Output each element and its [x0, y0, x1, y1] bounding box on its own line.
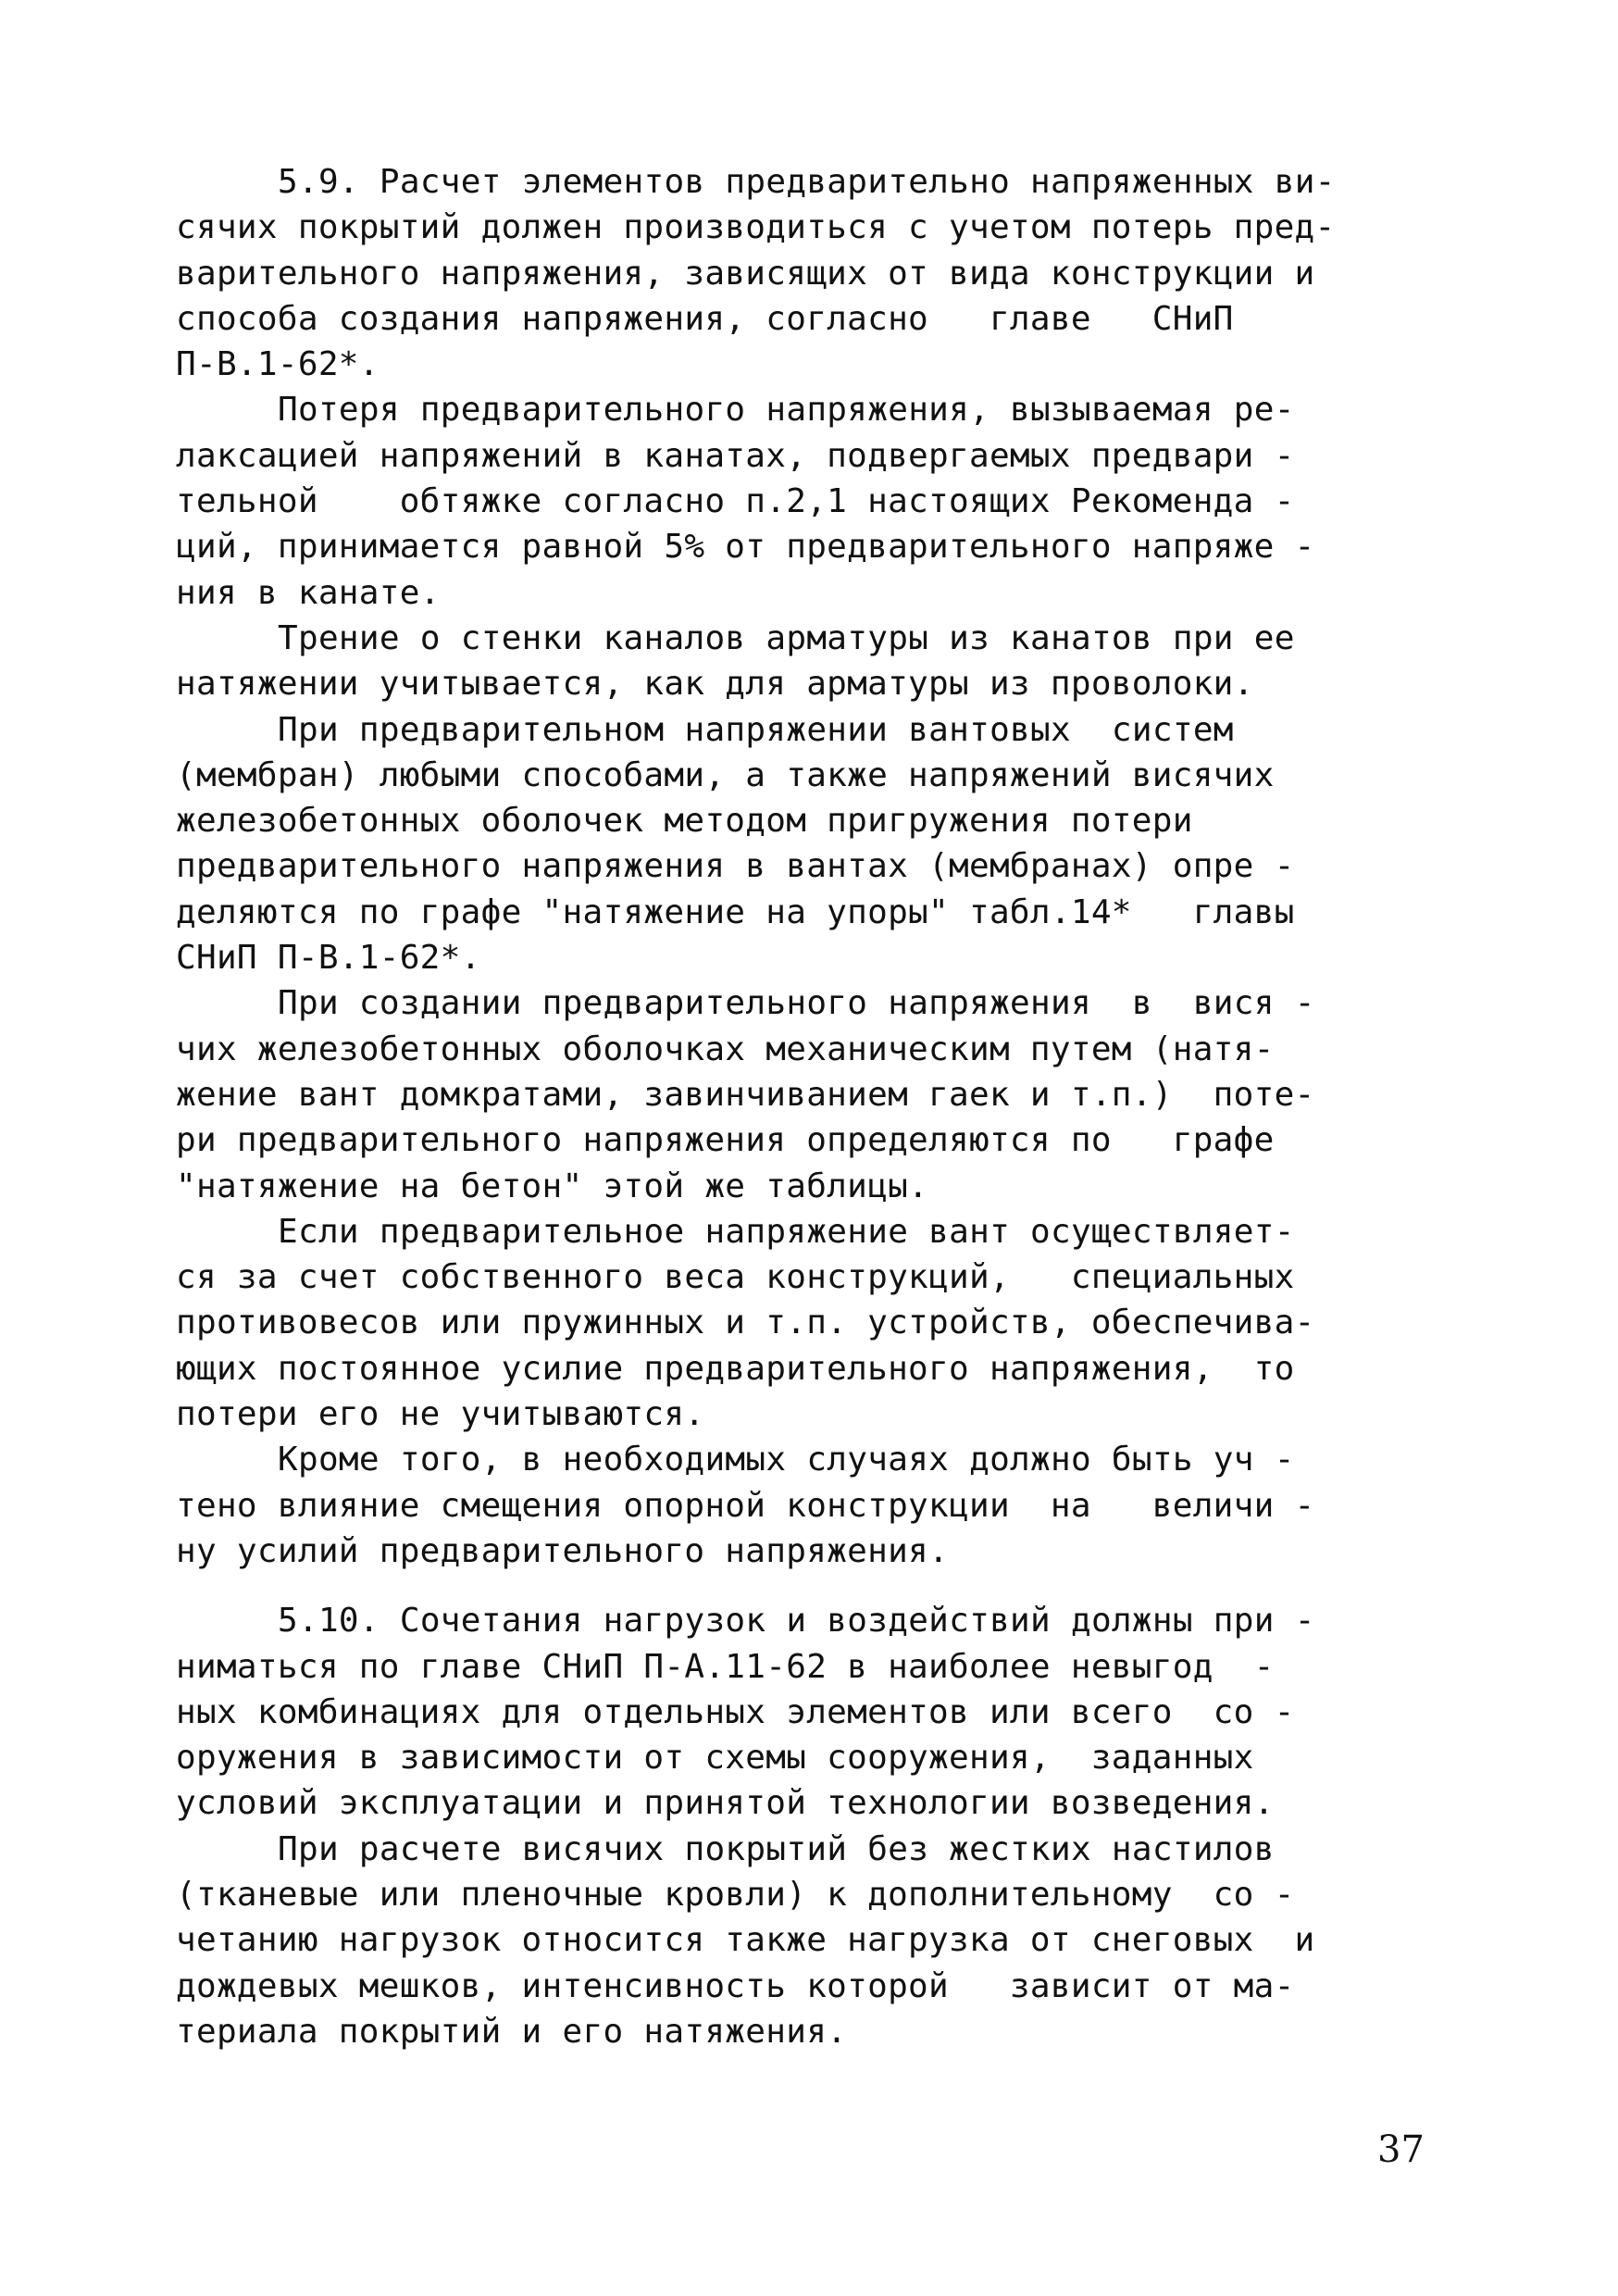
paragraph-support-displacement [176, 1437, 1444, 1574]
text-line: жение вант домкратами, завинчиванием гаек и т.п.) поте- [176, 1075, 1315, 1114]
text-line: ри предварительного напряжения определяются по графе [176, 1121, 1275, 1160]
text-line: При расчете висячих покрытий без жестких настилов [278, 1829, 1275, 1868]
paragraph-5-9-main [176, 159, 1444, 387]
paragraph-friction [176, 616, 1444, 707]
text-line: ющих постоянное усилие предварительного напряжения, то [176, 1349, 1295, 1388]
text-line: 5.10. Сочетания нагрузок и воздействий должны при - [278, 1602, 1315, 1641]
paragraph-mechanical-tension [176, 980, 1444, 1208]
text-line: противовесов или пружинных и т.п. устройств, обеспечива- [176, 1304, 1315, 1342]
text-line: (мембран) любыми способами, а также напряжений висячих [176, 755, 1275, 794]
text-line: 5.9. Расчет элементов предварительно напряженных ви- [278, 163, 1336, 201]
text-line: П-В.1-62*. [176, 345, 380, 384]
paragraph-relaxation-loss [176, 387, 1444, 615]
text-line: Кроме того, в необходимых случаях должно быть уч - [278, 1441, 1295, 1479]
text-line: деляются по графе "натяжение на упоры" табл.14* главы [176, 892, 1295, 931]
text-line: (тканевые или пленочные кровли) к дополнительному со - [176, 1875, 1295, 1914]
paragraph-cable-systems [176, 707, 1444, 981]
text-line: ных комбинациях для отдельных элементов или всего со - [176, 1692, 1295, 1731]
text-line: ния в канате. [176, 573, 441, 612]
paragraph-self-weight [176, 1209, 1444, 1437]
text-line: "натяжение на бетон" этой же таблицы. [176, 1167, 929, 1205]
text-line: сячих покрытий должен производиться с учетом потерь пред- [176, 208, 1336, 247]
text-line: Трение о стенки каналов арматуры из канатов при ее [278, 618, 1295, 657]
text-line: железобетонных оболочек методом пригружения потери [176, 802, 1193, 841]
text-line: тельной обтяжке согласно п.2,1 настоящих Рекоменда - [176, 482, 1295, 521]
text-line: натяжении учитывается, как для арматуры из проволоки. [176, 665, 1254, 704]
text-line: ся за счет собственного веса конструкций, специальных [176, 1258, 1295, 1297]
text-line: лаксацией напряжений в канатах, подвергаемых предвари - [176, 436, 1295, 475]
text-line: Если предварительное напряжение вант осуществляет- [278, 1212, 1295, 1251]
text-line: варительного напряжения, зависящих от вида конструкции и [176, 254, 1315, 293]
text-line: четанию нагрузок относится также нагрузка от снеговых и [176, 1921, 1315, 1960]
text-line: териала покрытий и его натяжения. [176, 2012, 848, 2051]
text-line: потери его не учитываются. [176, 1395, 705, 1434]
text-line: чих железобетонных оболочках механическим путем (натя- [176, 1029, 1275, 1068]
text-line: ниматься по главе СНиП П-А.11-62 в наиболее невыгод - [176, 1647, 1275, 1686]
text-line: оружения в зависимости от схемы сооружения, заданных [176, 1739, 1254, 1778]
text-line: тено влияние смещения опорной конструкции на величи - [176, 1486, 1315, 1525]
text-line: условий эксплуатации и принятой технологии возведения. [176, 1784, 1275, 1823]
paragraph-membrane-roofs [176, 1827, 1444, 2054]
body-text [176, 159, 1444, 2054]
text-line: ну усилий предварительного напряжения. [176, 1531, 950, 1570]
text-line: СНиП П-В.1-62*. [176, 939, 481, 978]
paragraph-5-10-main [176, 1598, 1444, 1826]
section-spacer [176, 1574, 1444, 1598]
text-line: При создании предварительного напряжения в вися - [278, 984, 1315, 1023]
text-line: способа создания напряжения, согласно главе СНиП [176, 299, 1234, 338]
text-line: предварительного напряжения в вантах (мембранах) опре - [176, 847, 1295, 886]
text-line: Потеря предварительного напряжения, вызываемая ре- [278, 391, 1295, 430]
page-number: 37 [1377, 2128, 1425, 2171]
text-line: При предварительном напряжении вантовых систем [278, 710, 1234, 749]
text-line: ций, принимается равной 5% от предварительного напряже - [176, 528, 1315, 567]
text-line: дождевых мешков, интенсивность которой зависит от ма- [176, 1966, 1295, 2005]
